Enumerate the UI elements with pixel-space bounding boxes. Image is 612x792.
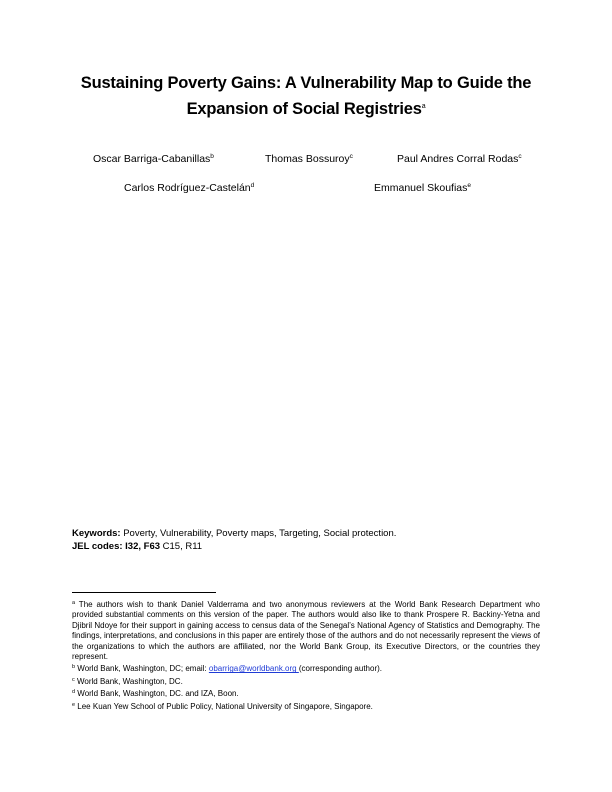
author-name: Emmanuel Skoufias — [374, 182, 468, 194]
author-marker: e — [467, 182, 472, 189]
author-name: Carlos Rodríguez-Castelán — [124, 182, 251, 194]
footnote-b — [72, 662, 540, 674]
paper-title — [40, 72, 572, 121]
footnote-marker: a — [72, 600, 76, 606]
footnote-text: World Bank, Washington, DC; email: — [75, 664, 209, 674]
footnote-separator — [72, 592, 216, 593]
footnote-marker: b — [72, 664, 76, 671]
title-footnote-marker: a — [421, 103, 426, 110]
footnote-d — [72, 687, 540, 699]
author-3 — [397, 153, 522, 165]
footnote-text: The authors wish to thank Daniel Valderrama and two anonymous reviewers at the World Bank Research Department who provided substantial comments on this version of the paper. The authors would also like to thank Prospere R. Backiny-Yetna and Djibril Ndoye for their support in gaining access to census data of the Senegal’s National Agency of Statistics and Demography. The findings, interpretations, and conclusions in this paper are entirely those of the authors and do not necessarily represent the views of the organizations to which the authors are affiliated, nor the World Bank Group, its Executive Directors, or the countries they represent. — [72, 600, 540, 662]
email-link[interactable]: obarriga@worldbank.org — [208, 664, 299, 674]
keywords-line — [72, 528, 396, 541]
footnote-text: (corresponding author). — [298, 664, 382, 674]
author-2 — [265, 153, 353, 165]
author-marker: c — [349, 153, 353, 160]
footnote-marker: e — [72, 701, 76, 708]
keywords-text: Poverty, Vulnerability, Poverty maps, Targeting, Social protection. — [120, 528, 397, 539]
jel-label: JEL codes: I32, F63 — [72, 540, 161, 552]
author-name: Oscar Barriga-Cabanillas — [93, 153, 211, 165]
footnote-marker: c — [72, 676, 75, 683]
title-line-1: Sustaining Poverty Gains: A Vulnerability Map to Guide the — [80, 74, 532, 92]
author-marker: d — [250, 182, 255, 189]
author-marker: c — [518, 153, 522, 160]
footnote-text: World Bank, Washington, DC. and IZA, Boon. — [75, 689, 239, 699]
author-5 — [374, 182, 471, 194]
author-name: Paul Andres Corral Rodas — [397, 153, 519, 165]
jel-line — [72, 541, 396, 554]
title-line-2 — [40, 95, 572, 121]
author-1 — [93, 153, 214, 165]
author-4 — [124, 182, 254, 194]
keywords-block — [72, 528, 396, 553]
title-line-2-text: Expansion of Social Registries — [186, 100, 422, 118]
footnote-e — [72, 700, 540, 712]
footnotes — [72, 598, 540, 712]
footnote-text: World Bank, Washington, DC. — [74, 676, 183, 686]
jel-text: C15, R11 — [160, 540, 203, 552]
author-marker: b — [210, 153, 214, 160]
keywords-label: Keywords: — [72, 528, 121, 539]
footnote-c — [72, 675, 540, 687]
footnote-marker: d — [72, 689, 76, 696]
author-name: Thomas Bossuroy — [265, 153, 350, 165]
footnote-text: Lee Kuan Yew School of Public Policy, National University of Singapore, Singapore. — [75, 701, 373, 711]
footnote-a — [72, 598, 540, 662]
